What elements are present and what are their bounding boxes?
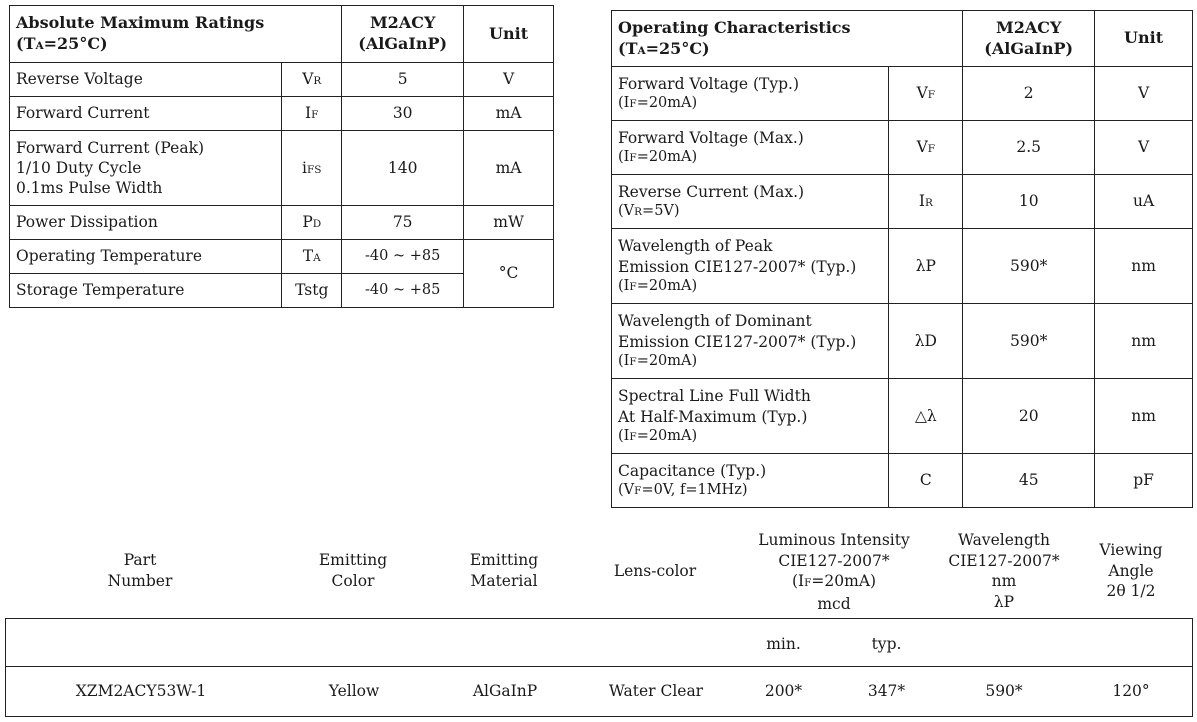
amr-param: Power Dissipation [10, 206, 282, 240]
amr-model-header: M2ACY (AlGaInP) [342, 6, 464, 63]
oc-param: Wavelength of Dominant Emission CIE127-2007* (Typ.) (IF=20mA) [612, 304, 889, 379]
lum-min-cell: 200* [764, 682, 803, 700]
amr-unit-header: Unit [464, 6, 554, 63]
lum-typ-subheader: typ. [871, 635, 902, 653]
oc-symbol: VF [889, 67, 963, 121]
amr-symbol: Tstg [282, 274, 342, 308]
amr-param: Forward Current (Peak) 1/10 Duty Cycle 0.1ms Pulse Width [10, 131, 282, 206]
amr-row [10, 131, 554, 206]
oc-param: Spectral Line Full Width At Half-Maximum (Typ.) (IF=20mA) [612, 379, 889, 454]
amr-row [10, 206, 554, 240]
oc-value: 10 [963, 175, 1095, 229]
amr-title-condition: (TA=25°C) [16, 34, 108, 53]
amr-unit: °C [464, 240, 554, 308]
oc-param: Wavelength of Peak Emission CIE127-2007* (Typ.) (IF=20mA) [612, 229, 889, 304]
oc-unit: V [1095, 121, 1193, 175]
product-table [5, 618, 1193, 717]
amr-unit: V [464, 63, 554, 97]
amr-value: 30 [342, 97, 464, 131]
operating-characteristics-table [611, 10, 1193, 508]
oc-value: 590* [963, 304, 1095, 379]
oc-unit-header: Unit [1095, 11, 1193, 67]
amr-title [10, 6, 342, 63]
oc-title [612, 11, 963, 67]
amr-title-line1: Absolute Maximum Ratings [16, 13, 265, 33]
amr-param: Storage Temperature [10, 274, 282, 308]
absolute-maximum-ratings-table [9, 5, 554, 308]
viewing-angle-cell: 120° [1112, 682, 1150, 700]
lens-color-header: Lens-color [613, 562, 697, 580]
oc-row [612, 175, 1193, 229]
oc-symbol: λD [889, 304, 963, 379]
emitting-material-cell: AlGaInP [472, 682, 538, 700]
oc-symbol: λP [889, 229, 963, 304]
lens-color-cell: Water Clear [608, 682, 704, 700]
oc-symbol: VF [889, 121, 963, 175]
oc-unit: nm [1095, 229, 1193, 304]
emitting-color-cell: Yellow [328, 682, 380, 700]
amr-param: Forward Current [10, 97, 282, 131]
oc-param: Reverse Current (Max.) (VR=5V) [612, 175, 889, 229]
amr-unit: mW [464, 206, 554, 240]
oc-param: Forward Voltage (Max.) (IF=20mA) [612, 121, 889, 175]
oc-row [612, 304, 1193, 379]
emitting-material-header: Emitting Material [469, 551, 539, 590]
amr-symbol: TA [282, 240, 342, 274]
oc-param: Capacitance (Typ.) (VF=0V, f=1MHz) [612, 454, 889, 508]
amr-value: 5 [342, 63, 464, 97]
oc-unit: nm [1095, 379, 1193, 454]
amr-header-row [10, 6, 554, 63]
amr-value: -40 ~ +85 [342, 240, 464, 274]
amr-row [10, 240, 554, 274]
oc-title-condition: (TA=25°C) [618, 38, 710, 58]
part-number-cell: XZM2ACY53W-1 [75, 682, 207, 700]
oc-value: 590* [963, 229, 1095, 304]
viewing-angle-header: Viewing Angle 2θ 1/2 [1099, 541, 1163, 600]
oc-value: 2 [963, 67, 1095, 121]
amr-unit: mA [464, 97, 554, 131]
oc-symbol: C [889, 454, 963, 508]
amr-unit: mA [464, 131, 554, 206]
wavelength-cell: 590* [985, 682, 1023, 700]
amr-param: Reverse Voltage [10, 63, 282, 97]
amr-symbol: IF [282, 97, 342, 131]
amr-value: 140 [342, 131, 464, 206]
oc-unit: uA [1095, 175, 1193, 229]
oc-row [612, 454, 1193, 508]
wavelength-header: Wavelength CIE127-2007* nm λP [948, 531, 1060, 611]
lum-min-subheader: min. [766, 635, 801, 653]
oc-model-header: M2ACY (AlGaInP) [963, 11, 1095, 67]
amr-value: -40 ~ +85 [342, 274, 464, 308]
product-row-divider [6, 666, 1192, 667]
oc-symbol: IR [889, 175, 963, 229]
emitting-color-header: Emitting Color [318, 551, 388, 590]
luminous-intensity-header: Luminous Intensity CIE127-2007* (IF=20mA) mcd [758, 531, 910, 613]
oc-row [612, 67, 1193, 121]
oc-value: 20 [963, 379, 1095, 454]
amr-value: 75 [342, 206, 464, 240]
amr-row [10, 97, 554, 131]
oc-row [612, 379, 1193, 454]
oc-value: 45 [963, 454, 1095, 508]
oc-unit: nm [1095, 304, 1193, 379]
oc-row [612, 121, 1193, 175]
oc-row [612, 229, 1193, 304]
oc-unit: pF [1095, 454, 1193, 508]
amr-symbol: VR [282, 63, 342, 97]
amr-symbol: iFS [282, 131, 342, 206]
lum-typ-cell: 347* [867, 682, 906, 700]
part-number-header: Part Number [107, 551, 173, 590]
amr-row [10, 63, 554, 97]
oc-unit: V [1095, 67, 1193, 121]
oc-title-line1: Operating Characteristics [618, 17, 851, 37]
oc-symbol: △λ [889, 379, 963, 454]
amr-param: Operating Temperature [10, 240, 282, 274]
oc-header-row [612, 11, 1193, 67]
oc-value: 2.5 [963, 121, 1095, 175]
amr-symbol: PD [282, 206, 342, 240]
oc-param: Forward Voltage (Typ.) (IF=20mA) [612, 67, 889, 121]
